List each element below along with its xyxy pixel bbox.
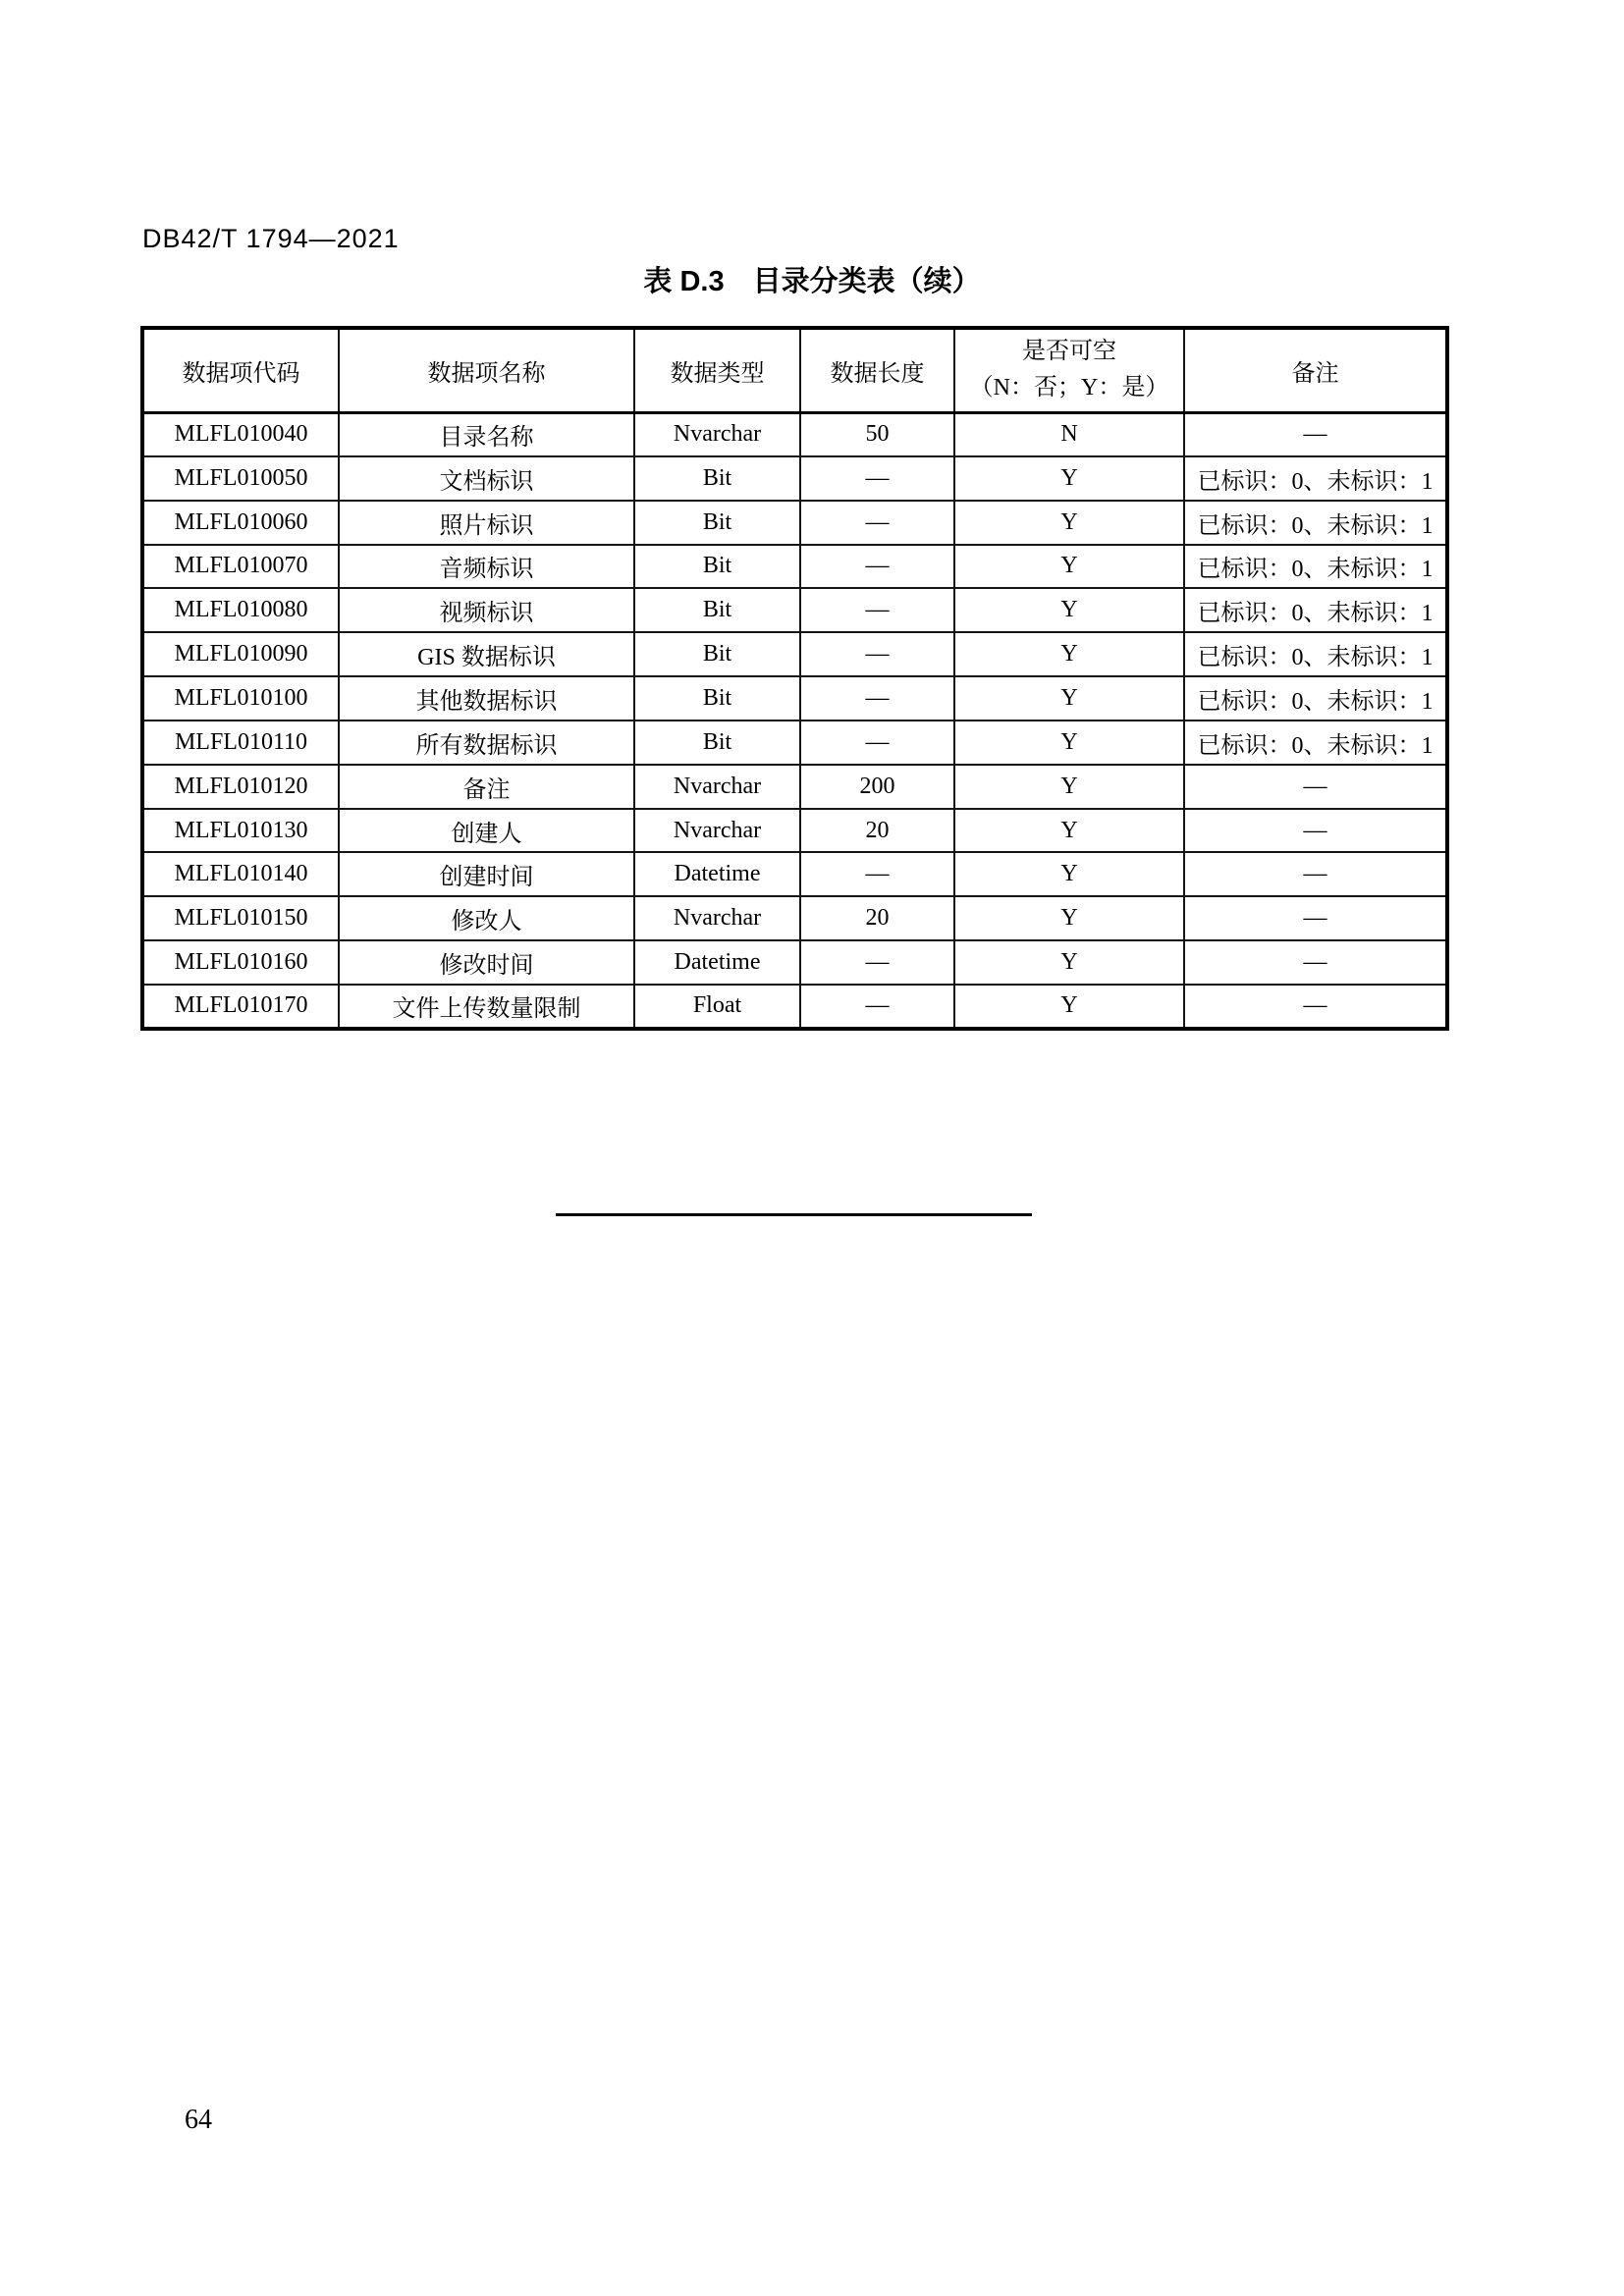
cell-code: MLFL010070 — [142, 545, 339, 589]
cell-length: — — [800, 940, 954, 985]
cell-note: 已标识：0、未标识：1 — [1184, 721, 1447, 765]
cell-length: 200 — [800, 765, 954, 809]
cell-name: 修改时间 — [339, 940, 634, 985]
cell-length: — — [800, 588, 954, 632]
cell-code: MLFL010110 — [142, 721, 339, 765]
table-row — [142, 676, 1447, 721]
table-row — [142, 765, 1447, 809]
cell-nullable: Y — [954, 896, 1184, 940]
cell-type: Nvarchar — [634, 765, 800, 809]
cell-note: 已标识：0、未标识：1 — [1184, 632, 1447, 676]
col-header-data-item-code: 数据项代码 — [142, 328, 339, 412]
table-row — [142, 809, 1447, 853]
cell-type: Nvarchar — [634, 809, 800, 853]
cell-nullable: Y — [954, 501, 1184, 545]
table-row — [142, 940, 1447, 985]
cell-note: — — [1184, 940, 1447, 985]
cell-name: 视频标识 — [339, 588, 634, 632]
cell-name: 创建时间 — [339, 852, 634, 896]
cell-note: — — [1184, 765, 1447, 809]
cell-nullable: Y — [954, 721, 1184, 765]
table-body — [142, 412, 1447, 1029]
cell-type: Bit — [634, 545, 800, 589]
cell-name: 照片标识 — [339, 501, 634, 545]
cell-note: — — [1184, 896, 1447, 940]
cell-length: 20 — [800, 896, 954, 940]
cell-nullable: Y — [954, 765, 1184, 809]
table-row — [142, 852, 1447, 896]
cell-name: 文件上传数量限制 — [339, 985, 634, 1029]
cell-note: 已标识：0、未标识：1 — [1184, 501, 1447, 545]
cell-type: Bit — [634, 676, 800, 721]
cell-note: 已标识：0、未标识：1 — [1184, 588, 1447, 632]
cell-name: 其他数据标识 — [339, 676, 634, 721]
table-header — [142, 328, 1447, 412]
cell-type: Datetime — [634, 940, 800, 985]
cell-length: — — [800, 632, 954, 676]
table-header-row — [142, 328, 1447, 412]
cell-name: 目录名称 — [339, 412, 634, 456]
cell-nullable: Y — [954, 632, 1184, 676]
standard-number-header: DB42/T 1794—2021 — [142, 224, 400, 253]
cell-name: 备注 — [339, 765, 634, 809]
cell-name: 创建人 — [339, 809, 634, 853]
cell-code: MLFL010060 — [142, 501, 339, 545]
cell-type: Bit — [634, 456, 800, 501]
cell-code: MLFL010100 — [142, 676, 339, 721]
col-header-data-item-name: 数据项名称 — [339, 328, 634, 412]
cell-type: Datetime — [634, 852, 800, 896]
cell-code: MLFL010080 — [142, 588, 339, 632]
cell-name: 所有数据标识 — [339, 721, 634, 765]
cell-length: 20 — [800, 809, 954, 853]
cell-code: MLFL010160 — [142, 940, 339, 985]
cell-code: MLFL010040 — [142, 412, 339, 456]
cell-length: 50 — [800, 412, 954, 456]
table-row — [142, 501, 1447, 545]
cell-nullable: Y — [954, 588, 1184, 632]
cell-name: GIS 数据标识 — [339, 632, 634, 676]
cell-code: MLFL010170 — [142, 985, 339, 1029]
cell-type: Bit — [634, 501, 800, 545]
cell-length: — — [800, 676, 954, 721]
cell-code: MLFL010090 — [142, 632, 339, 676]
end-of-content-separator-line — [556, 1213, 1032, 1216]
cell-note: 已标识：0、未标识：1 — [1184, 545, 1447, 589]
cell-nullable: Y — [954, 545, 1184, 589]
table-row — [142, 545, 1447, 589]
cell-type: Bit — [634, 588, 800, 632]
cell-note: 已标识：0、未标识：1 — [1184, 676, 1447, 721]
cell-length: — — [800, 852, 954, 896]
col-header-data-length: 数据长度 — [800, 328, 954, 412]
cell-code: MLFL010130 — [142, 809, 339, 853]
cell-note: — — [1184, 809, 1447, 853]
cell-nullable: Y — [954, 676, 1184, 721]
col-header-data-type: 数据类型 — [634, 328, 800, 412]
table-title: 表 D.3 目录分类表（续） — [643, 266, 981, 297]
cell-nullable: Y — [954, 852, 1184, 896]
cell-length: — — [800, 456, 954, 501]
col-header-nullable-line2: （N：否；Y：是） — [969, 375, 1169, 401]
cell-length: — — [800, 545, 954, 589]
cell-nullable: N — [954, 412, 1184, 456]
cell-code: MLFL010120 — [142, 765, 339, 809]
page-number: 64 — [185, 2105, 212, 2135]
cell-type: Nvarchar — [634, 896, 800, 940]
cell-note: 已标识：0、未标识：1 — [1184, 456, 1447, 501]
table-row — [142, 632, 1447, 676]
table-row — [142, 456, 1447, 501]
cell-code: MLFL010150 — [142, 896, 339, 940]
table-row — [142, 412, 1447, 456]
cell-type: Float — [634, 985, 800, 1029]
cell-type: Bit — [634, 721, 800, 765]
cell-length: — — [800, 985, 954, 1029]
table-row — [142, 588, 1447, 632]
cell-name: 音频标识 — [339, 545, 634, 589]
directory-classification-table — [140, 326, 1449, 1031]
table-row — [142, 721, 1447, 765]
cell-nullable: Y — [954, 809, 1184, 853]
cell-note: — — [1184, 412, 1447, 456]
table-row — [142, 896, 1447, 940]
cell-code: MLFL010140 — [142, 852, 339, 896]
cell-note: — — [1184, 985, 1447, 1029]
cell-nullable: Y — [954, 456, 1184, 501]
cell-length: — — [800, 721, 954, 765]
cell-type: Bit — [634, 632, 800, 676]
col-header-nullable — [954, 328, 1184, 412]
table-row — [142, 985, 1447, 1029]
cell-note: — — [1184, 852, 1447, 896]
col-header-nullable-line1: 是否可空 — [1022, 339, 1116, 365]
cell-code: MLFL010050 — [142, 456, 339, 501]
cell-nullable: Y — [954, 985, 1184, 1029]
cell-name: 修改人 — [339, 896, 634, 940]
cell-name: 文档标识 — [339, 456, 634, 501]
cell-type: Nvarchar — [634, 412, 800, 456]
cell-nullable: Y — [954, 940, 1184, 985]
col-header-note: 备注 — [1184, 328, 1447, 412]
cell-length: — — [800, 501, 954, 545]
